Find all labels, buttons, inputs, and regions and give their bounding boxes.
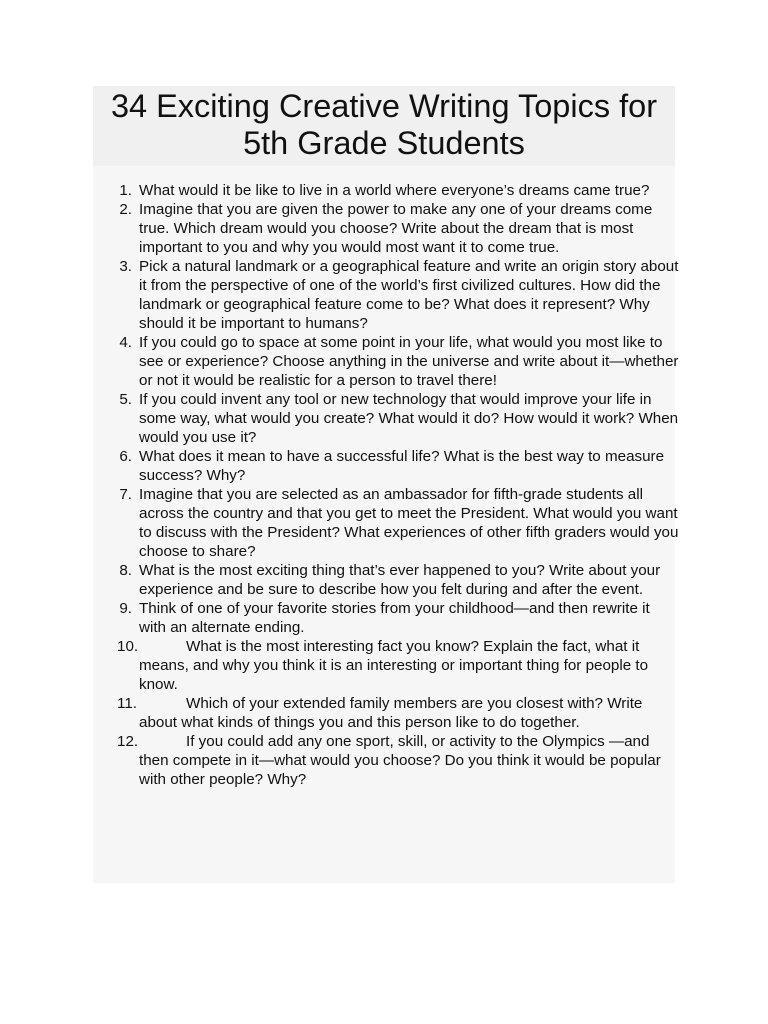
list-item [100,333,680,390]
item-text: Pick a natural landmark or a geographical feature and write an origin story about it from the perspective of one of the world’s first civilized cultures. How did the landmark or geographical feature come to be? What does it represent? Why should it be important to humans? [139,258,679,332]
item-number: 7. [119,486,132,503]
list-item [100,390,680,447]
item-number: 6. [119,448,132,465]
item-number: 12. [117,733,139,750]
list-item [100,637,680,694]
list-item [100,181,680,200]
item-number: 4. [119,334,132,351]
document-title: 34 Exciting Creative Writing Topics for 5th Grade Students [110,88,658,161]
item-text: If you could add any one sport, skill, or activity to the Olympics —and then compete in it—what would you choose? Do you think it would be popular with other people? Why? [139,733,661,788]
item-text: Think of one of your favorite stories from your childhood—and then rewrite it with an alternate ending. [139,600,650,636]
item-text: What does it mean to have a successful life? What is the best way to measure success? Why? [139,448,665,484]
item-number: 1. [119,182,132,199]
list-item [100,257,680,333]
topic-list [100,181,680,789]
item-text: Imagine that you are selected as an ambassador for fifth-grade students all across the country and that you get to meet the President. What would you want to discuss with the President? What experiences of other fifth graders would you choose to share? [139,486,679,560]
list-item [100,561,680,599]
item-number: 9. [119,600,132,617]
item-number: 10. [117,638,139,655]
list-item [100,732,680,789]
list-item [100,200,680,257]
item-text: Which of your extended family members are you closest with? Write about what kinds of things you and this person like to do together. [139,695,643,731]
item-number: 8. [119,562,132,579]
list-item [100,485,680,561]
list-item [100,694,680,732]
item-number: 5. [119,391,132,408]
item-number: 2. [119,201,132,218]
item-text: Imagine that you are given the power to make any one of your dreams come true. Which dream would you choose? Write about the dream that is most important to you and why you would most want it to come true. [139,201,653,256]
list-item [100,447,680,485]
list-item [100,599,680,637]
item-text: What is the most interesting fact you know? Explain the fact, what it means, and why you think it is an interesting or important thing for people to know. [139,638,649,693]
item-number: 11. [117,695,137,712]
item-text: If you could invent any tool or new technology that would improve your life in some way, what would you create? What would it do? How would it work? When would you use it? [139,391,679,446]
item-text: What would it be like to live in a world where everyone’s dreams came true? [139,182,650,199]
item-number: 3. [119,258,132,275]
item-text: What is the most exciting thing that’s ever happened to you? Write about your experience and be sure to describe how you felt during and after the event. [139,562,661,598]
item-text: If you could go to space at some point in your life, what would you most like to see or experience? Choose anything in the universe and write about it—whether or not it would be realistic for a person to travel there! [139,334,679,389]
